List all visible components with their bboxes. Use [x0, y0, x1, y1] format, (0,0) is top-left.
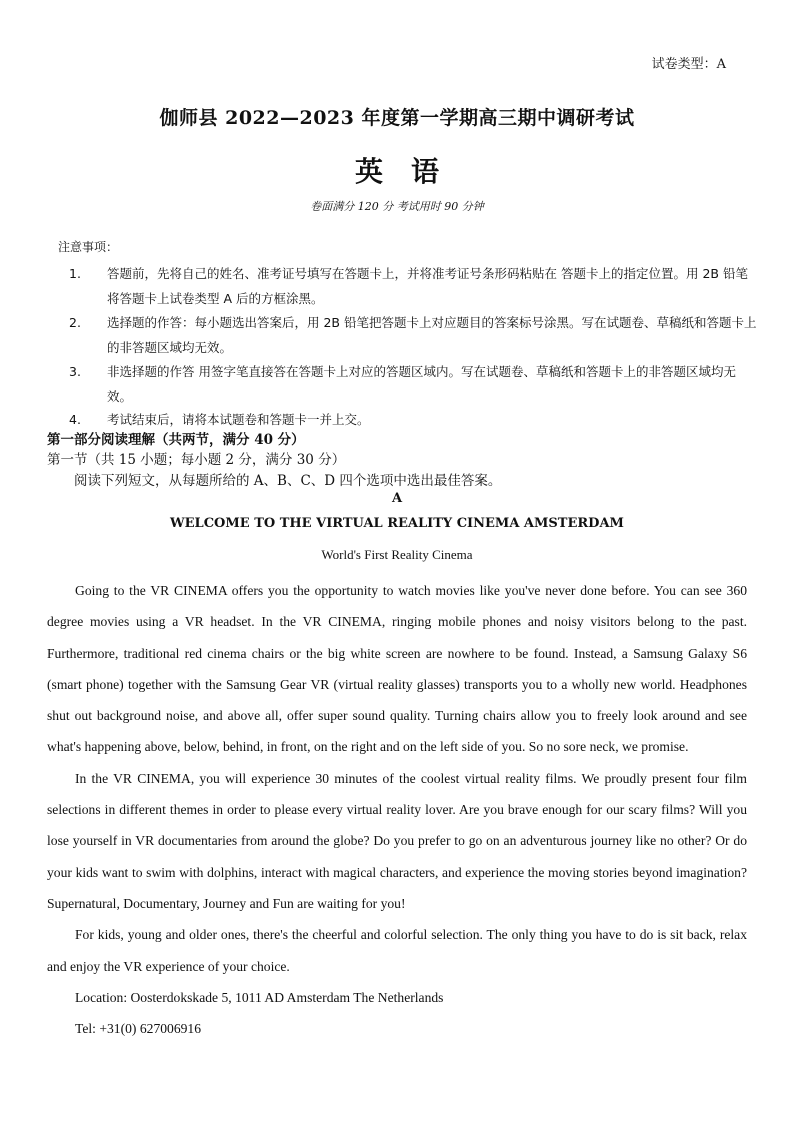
- exam-title: 伽师县 2022—2023 年度第一学期高三期中调研考试: [159, 107, 635, 129]
- instruction-text: 阅读下列短文，从每题所给的 A、B、C、D 四个选项中选出最佳答案。: [74, 473, 502, 489]
- passage-paragraph: Going to the VR CINEMA offers you the opportunity to watch movies like you've never done before. You can see 360 degree movies using a VR headset. In the VR CINEMA, ringing mobile phones and noisy visitors belong to the past. Furthermore, traditional red cinema chairs or the big white screen are nowhere to be found. Instead, a Samsung Galaxy S6 (smart phone) together with the Samsung Gear VR (virtual reality glasses) transports you to a wholly new world. Headphones shut out background noise, and above all, offer super sound quality. Turning chairs allow you to freely look around and see what's happening above, below, behind, in front, on the right and on the left side of you. So no sore neck, we promise.: [47, 583, 747, 755]
- notice-item-2: [69, 310, 757, 360]
- notice-item-number: 3.: [69, 364, 81, 379]
- passage-paragraph: For kids, young and older ones, there's the cheerful and colorful selection. The only thing you have to do is sit back, relax and enjoy the VR experience of your choice.: [47, 927, 747, 974]
- notice-item-text: 答题前，先将自己的姓名、准考证号填写在答题卡上，并将准考证号条形码粘贴在 答题卡上的指定位置。用 2B 铅笔将答题卡上试卷类型 A 后的方框涂黑。: [107, 266, 748, 306]
- notice-item-3: [69, 359, 757, 409]
- subject-title: 英语: [354, 155, 467, 188]
- notice-title: 注意事项：: [58, 240, 119, 254]
- score-info: 卷面满分 120 分 考试用时 90 分钟: [310, 200, 484, 213]
- passage-body: [47, 575, 747, 1044]
- part-title: 第一部分阅读理解（共两节，满分 40 分）: [47, 432, 305, 448]
- location-line: Location: Oosterdokskade 5, 1011 AD Amsterdam The Netherlands: [75, 989, 444, 1005]
- notice-item-text: 考试结束后，请将本试题卷和答题卡一并上交。: [107, 412, 370, 427]
- notice-item-number: 1.: [69, 266, 81, 281]
- notice-item-text: 选择题的作答：每小题选出答案后，用 2B 铅笔把答题卡上对应题目的答案标号涂黑。写在试题卷、草稿纸和答题卡上的非答题区域均无效。: [107, 315, 757, 355]
- notice-item-text: 非选择题的作答 用签字笔直接答在答题卡上对应的答题区域内。写在试题卷、草稿纸和答题卡上的非答题区域均无效。: [107, 364, 736, 404]
- notice-item-1: [69, 261, 757, 311]
- notice-item-number: 2.: [69, 315, 81, 330]
- passage-letter: A: [391, 491, 403, 506]
- exam-type-label: 试卷类型：A: [651, 57, 726, 72]
- passage-paragraph: In the VR CINEMA, you will experience 30 minutes of the coolest virtual reality films. We proudly present four film selections in different themes in order to please every virtual reality lover. Are you brave enough for our scary films? Will you lose yourself in VR documentaries from around the globe? Do you prefer to go on an adventurous journey like no other? Or do your kids want to swim with dolphins, interact with magical characters, and experience the moving stories beyond imagination? Supernatural, Documentary, Journey and Fun are waiting for you!: [47, 770, 747, 911]
- passage-subtitle: World's First Reality Cinema: [321, 547, 473, 562]
- section-title: 第一节（共 15 小题；每小题 2 分，满分 30 分）: [47, 452, 346, 468]
- notice-item-number: 4.: [69, 412, 81, 427]
- telephone-line: Tel: +31(0) 627006916: [75, 1021, 202, 1037]
- passage-title: WELCOME TO THE VIRTUAL REALITY CINEMA AMSTERDAM: [170, 516, 624, 531]
